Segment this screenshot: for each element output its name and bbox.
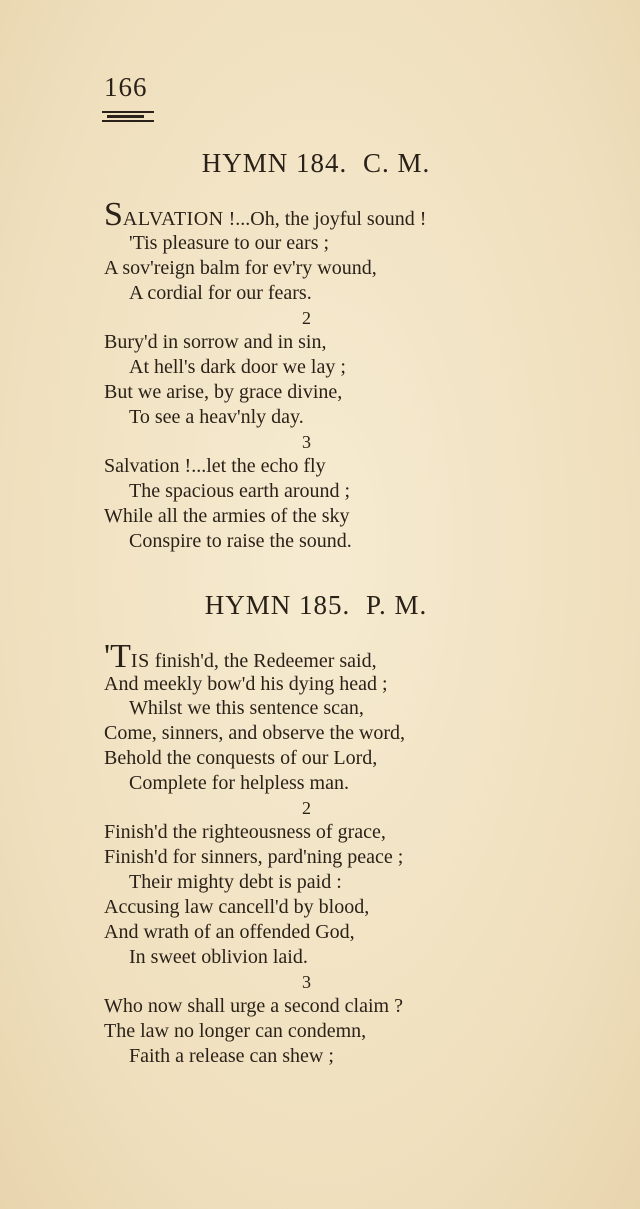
hymn-184-first-line [104,196,427,233]
verse-line: The law no longer can condemn, [104,1020,367,1042]
first-line-rest: finish'd, the Redeemer said, [149,650,377,672]
dropcap: 'T [104,638,131,675]
verse-line: Who now shall urge a second claim ? [104,995,403,1017]
smallcaps-word: ALVATION [122,208,224,230]
verse-line: Complete for helpless man. [129,772,349,794]
verse-line: At hell's dark door we lay ; [129,356,346,378]
hymn-meter: P. M. [365,590,428,620]
hymn-meter: C. M. [362,148,431,178]
page-number: 166 [104,72,148,102]
verse-line: While all the armies of the sky [104,505,350,527]
verse-line: A cordial for our fears. [129,282,312,304]
verse-line: Accusing law cancell'd by blood, [104,896,370,918]
verse-line: Conspire to raise the sound. [129,530,352,552]
verse-number: 2 [302,308,311,328]
hymn-title-text: HYMN 184. [201,148,348,178]
verse-line: Faith a release can shew ; [129,1045,334,1067]
dropcap: S [104,196,123,233]
verse-number: 2 [302,798,311,818]
hymn-185-title [0,590,640,621]
verse-line: The spacious earth around ; [129,480,351,502]
first-line-rest: !...Oh, the joyful sound ! [223,208,427,230]
verse-line: 'Tis pleasure to our ears ; [129,232,330,254]
verse-line: To see a heav'nly day. [129,406,304,428]
verse-number: 3 [302,972,311,992]
verse-line: Come, sinners, and observe the word, [104,722,406,744]
hymn-184-title [0,148,640,179]
smallcaps-word: IS [130,650,150,672]
hymn-185-first-line [104,638,377,675]
verse-line: Whilst we this sentence scan, [129,697,364,719]
verse-line: And meekly bow'd his dying head ; [104,673,388,695]
verse-line: But we arise, by grace divine, [104,381,343,403]
verse-line: Behold the conquests of our Lord, [104,747,378,769]
verse-line: Finish'd for sinners, pard'ning peace ; [104,846,404,868]
verse-line: And wrath of an offended God, [104,921,355,943]
verse-line: Bury'd in sorrow and in sin, [104,331,327,353]
hymn-title-text: HYMN 185. [204,590,351,620]
verse-line: Finish'd the righteousness of grace, [104,821,386,843]
verse-line: Their mighty debt is paid : [129,871,342,893]
header-rule [102,111,154,121]
verse-number: 3 [302,432,311,452]
verse-line: A sov'reign balm for ev'ry wound, [104,257,377,279]
verse-line: Salvation !...let the echo fly [104,455,326,477]
verse-line: In sweet oblivion laid. [129,946,308,968]
